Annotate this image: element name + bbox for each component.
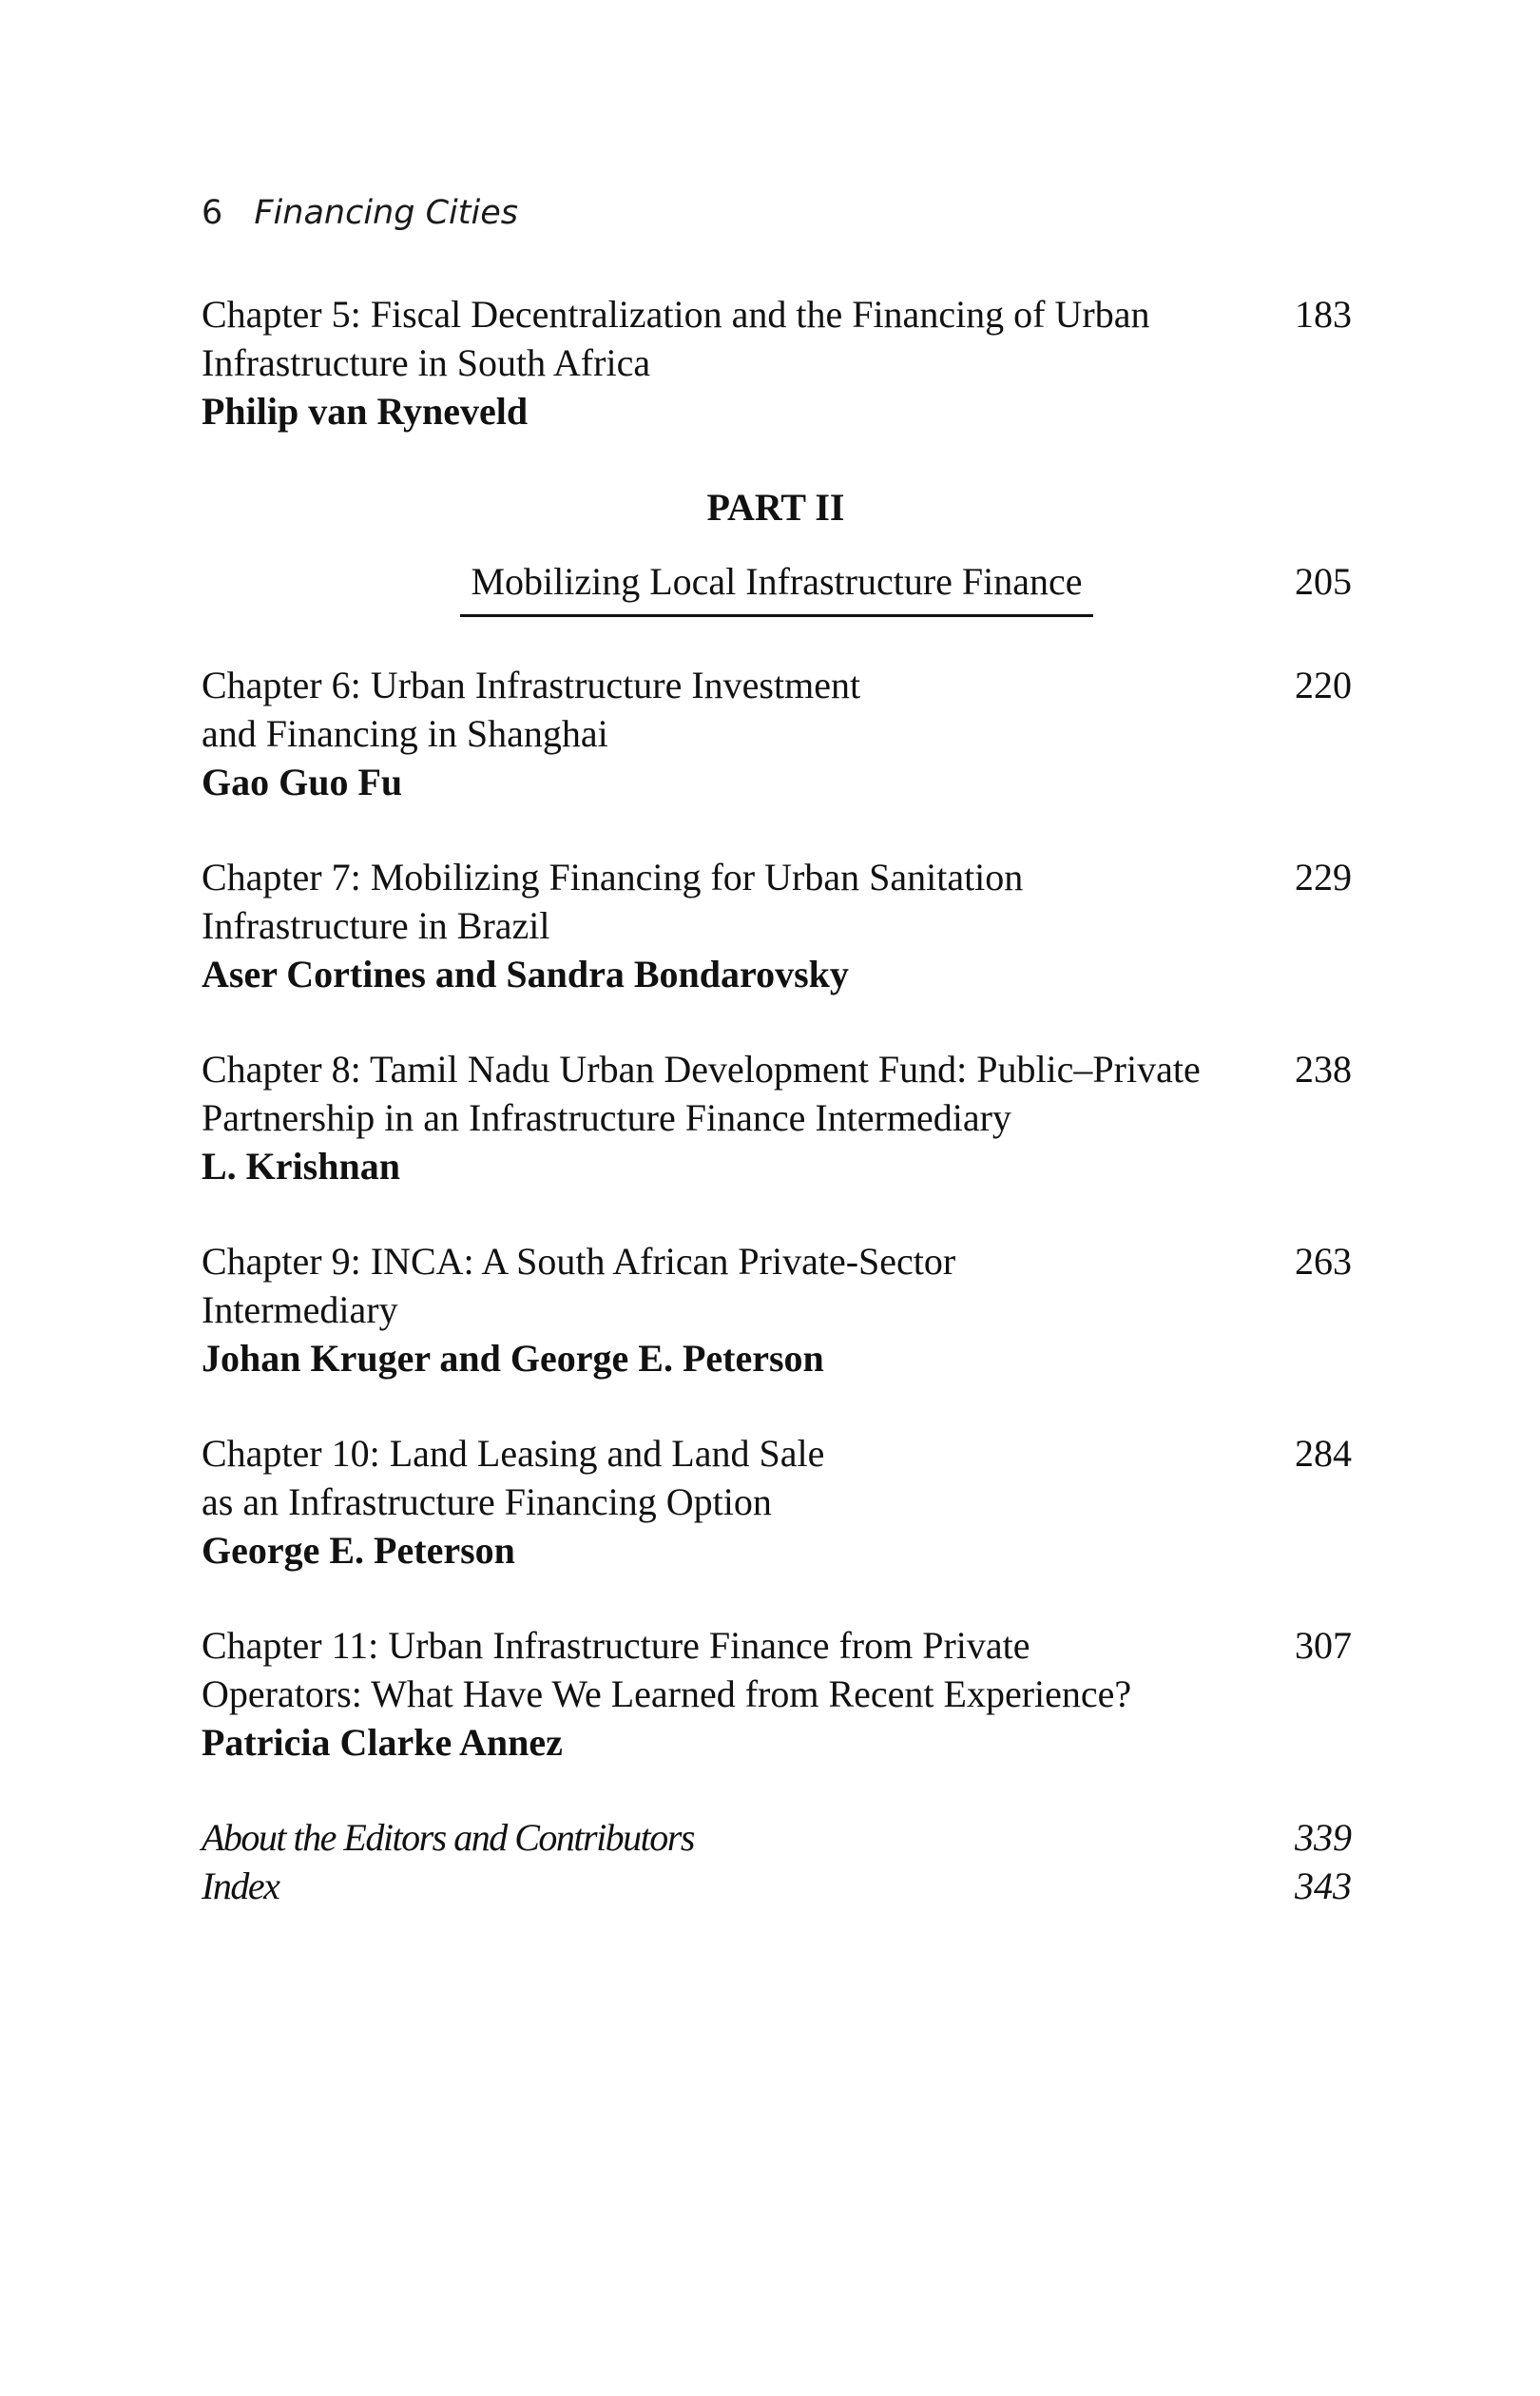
chapter-title: Chapter 5: Fiscal Decentralization and the Financing of Urban Infrastructure in South Africa xyxy=(202,293,1150,384)
chapter-page-number: 183 xyxy=(1295,293,1352,336)
backmatter-page-number: 339 xyxy=(1295,1816,1352,1859)
page-number: 6 xyxy=(202,194,223,232)
backmatter-title: Index xyxy=(202,1865,279,1907)
chapter-author: L. Krishnan xyxy=(202,1145,400,1188)
chapter-title: Chapter 8: Tamil Nadu Urban Development Fund: Public–Private Partnership in an Infrastructure Finance Intermediary xyxy=(202,1048,1201,1139)
part-label: PART II xyxy=(706,486,845,529)
chapter-title: Chapter 10: Land Leasing and Land Sale as an Infrastructure Financing Option xyxy=(202,1432,825,1523)
toc-entry-chapter-7 xyxy=(202,853,1352,998)
chapter-author: Aser Cortines and Sandra Bondarovsky xyxy=(202,953,849,995)
toc-entry-chapter-6 xyxy=(202,661,1352,806)
chapter-title: Chapter 7: Mobilizing Financing for Urban Sanitation Infrastructure in Brazil xyxy=(202,856,1024,947)
toc-entry-chapter-5 xyxy=(202,290,1352,435)
chapter-page-number: 263 xyxy=(1295,1240,1352,1283)
toc-entry-chapter-10 xyxy=(202,1429,1352,1575)
book-title: Financing Cities xyxy=(254,194,518,232)
toc-entry-chapter-9 xyxy=(202,1237,1352,1382)
chapter-page-number: 229 xyxy=(1295,856,1352,898)
backmatter-page-number: 343 xyxy=(1295,1865,1352,1907)
chapter-author: Gao Guo Fu xyxy=(202,761,403,803)
chapter-page-number: 220 xyxy=(1295,664,1352,706)
chapter-author: Philip van Ryneveld xyxy=(202,390,529,433)
chapter-title: Chapter 6: Urban Infrastructure Investment and Financing in Shanghai xyxy=(202,664,861,755)
running-head xyxy=(202,190,518,236)
part-title: Mobilizing Local Infrastructure Finance xyxy=(460,557,1093,617)
chapter-author: Johan Kruger and George E. Peterson xyxy=(202,1337,824,1380)
toc-entry-index xyxy=(202,1862,1352,1910)
chapter-title: Chapter 11: Urban Infrastructure Finance from Private Operators: What Have We Learned from Recent Experience? xyxy=(202,1624,1132,1715)
chapter-title: Chapter 9: INCA: A South African Private-Sector Intermediary xyxy=(202,1240,956,1331)
toc-entry-chapter-8 xyxy=(202,1045,1352,1190)
toc-entry-about-editors xyxy=(202,1813,1352,1862)
part-page-number: 205 xyxy=(1295,560,1352,603)
chapter-author: Patricia Clarke Annez xyxy=(202,1721,563,1764)
backmatter-title: About the Editors and Contributors xyxy=(202,1816,694,1859)
toc-entry-chapter-11 xyxy=(202,1621,1352,1767)
chapter-page-number: 284 xyxy=(1295,1432,1352,1475)
chapter-page-number: 307 xyxy=(1295,1624,1352,1667)
chapter-page-number: 238 xyxy=(1295,1048,1352,1091)
chapter-author: George E. Peterson xyxy=(202,1529,515,1572)
